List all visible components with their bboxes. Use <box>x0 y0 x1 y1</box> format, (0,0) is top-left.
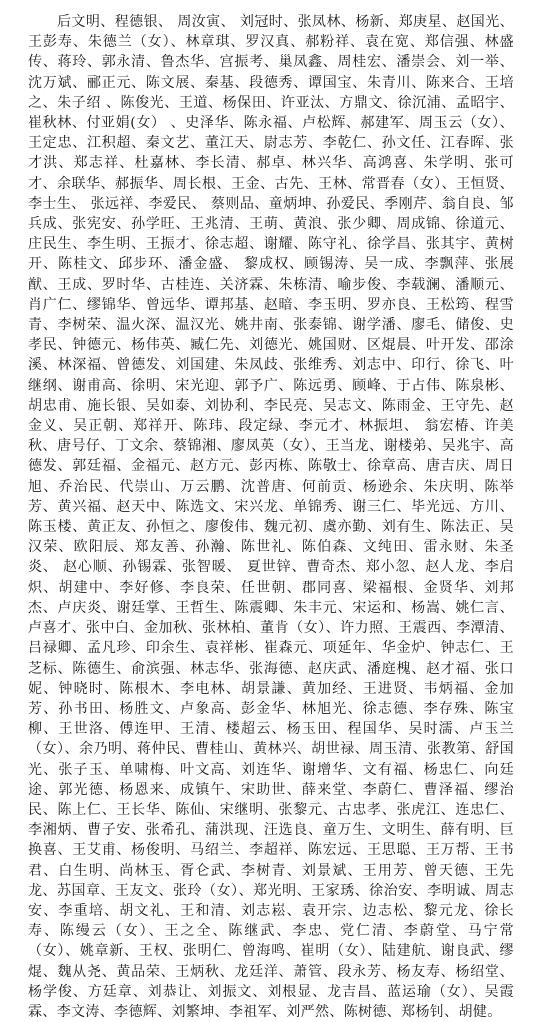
name-list-paragraph: 后文明、程德银、 周汝寅、 刘冠时、张凤林、杨新、郑庚星、赵国光、王彭寿、朱德兰（女）、林章琪、罗汉真、郝粉祥、袁在宽、郑信强、林盛传、蒋玲、郭永清、鲁杰华、宫振考、巢凤鑫、周桂宏、潘崇会、刘一举、沈万斌、郦正元、陈文展、秦基、段德秀、谭国宝、朱青川、陈来合、王培之、朱子绍 、陈俊光、王道、杨保田、许亚汰、方鼎文、徐沉浦、孟昭宇、崔秋林、付亚娟(女） 、史泽华、陈永福、卢松辉、郝建军、周玉云（女）、王定忠、江积超、秦文艺、董江天、尉志芳、李乾仁、孙文任、江春晖、张才洪、郑志祥、杜嘉林、李长清、郝卓、林兴华、高鸿喜、朱学明、张可才、余联华、郝振华、周长根、王金、古先、王林、常晋春（女）、王恒贤、李士生、 张远祥、李爱民、 蔡则品、童炳坤、孙爱民、季刚芹、翁自良、邹兵成、张宪安、孙学旺、王兆清、王萌、黄浪、张少卿、周成锦、徐道元、庄民生、李生明、王振才、徐志超、谢耀、陈守礼、徐学昌、张其宇、黄树开、陈桂文、邱步环、潘金盛、 黎成权、顾锡涛、吴一成、李飘萍、张展猷、王成、罗时华、古桂连、关济霖、朱栋清、喻步俊、李载澜、潘顺元、肖广仁、缪锦华、曾远华、谭邦基、赵暗、李玉明、罗亦良、王松筠、程雪青、李树荣、温火深、温汉光、姚井南、张泰锦、谢学潘、廖毛、储俊、史孝民、钟德元、杨伟英、臧仁先、刘德光、姚国财、区焜晨、叶开发、邵涂溪、林深福、曾德发、刘国建、朱凤歧、张维秀、刘志中、印行、徐飞、叶继纲、谢甫高、徐明、宋光迎、郭予广、陈远勇、顾峰、于占伟、陈泉彬、胡忠甫、施长银、吴如泰、刘协利、李民亮、吴志文、陈雨金、王守先、赵金义、吴正朝、郑祥开、陈玮、段定绿、李元才、林振坦、 翁宏椿、许美秋、唐号仔、丁文余、蔡锦湘、廖凤英（女）、王当龙、谢楼弟、吴兆宇、高德发、郭廷福、金福元、赵方元、彭丙栋、陈敬士、徐章高、唐吉庆、周日旭、乔治民、代崇山、万云鹏、沈普唐、何前贡、杨逊余、朱庆明、陈举芳、黄兴福、赵天中、陈选文、宋兴龙、单锦秀、谢三仁、毕光远、方川、陈玉楼、黄正友、孙恒之、廖俊伟、魏元初、虞亦勤、刘有生、陈法正、吴汉荣、欧阳辰、郑友善、孙瀚、陈世礼、陈伯森、文纯田、雷永财、朱圣炎、 赵心顺、孙锡霖、张智暖、 夏世锌、曹奇杰、郑小忽、赵人龙、李启炽、胡建中、李好修、李良荣、任世朝、郡同喜、梁福根、金贤华、刘邦杰、卢庆炎、谢廷掌、王哲生、陈震卿、朱丰元、宋运和、杨嵩、姚仁言、卢喜才、张中白、金加秋、张林柏、董肯（女）、许力照、王震西、李潭清、吕禄卿、孟凡珍、印余生、袁祥彬、崔森元、项延年、华金炉、钟志仁、王芝标、陈德生、俞滨强、林志华、张海德、赵庆武、潘庭槐、赵才福、张口妮、钟晓时、陈根木、李电林、胡景謙、黄加经、王进贤、韦炳福、金加芳、孙书田、杨胜文、卢象高、彭金华、林旭光、徐志德、李存殊、陈宝柳、王世洛、傅连甲、王清、楼超云、杨玉田、程国华、吴时濡、卢玉兰（女）、余乃明、蒋仲民、曹桂山、黄林兴、胡世禄、周玉清、张教第、舒国光、张子玉、单啸梅、叶文高、刘连华、谢增华、文有福、杨忠仁、向廷途、郭光德、杨恩来、成镇午、宋助世、薛来堂、李蔚仁、曹泽福、缪治民、陈上仁、王长华、陈仙、宋继明、张黎元、古忠孝、张虎江、连忠仁、李湘炳、曹子安、张希孔、蒲洪现、汪选良、童万生、文明生、薛有明、巨换喜、王艾甫、杨俊明、马绍兰、李超祥、陈宏远、王思聪、王万帮、王书君、白生明、尚林玉、胥仑武、李树青、刘景斌、王用芳、曾天德、王先龙、苏国章、王友文、张玲（女）、郑光明、王家琇、徐治安、李明诚、周志安、李重培、胡文礼、王和清、刘志崧、袁开宗、边志松、黎元龙、徐长寿、陈缦云（女）、王之全、陈继武、李忠、党仁清、李蔚堂、马宁常（女）、姚章新、王权、张明仁、曾海鸣、崔明（女）、陆建航、谢良武、缪焜、魏从尧、黄品荣、王炳秋、龙廷洋、萧管、段永芳、杨友寿、杨绍堂、杨学俊、方廷章、刘恭让、刘振文、刘根显、龙吉昌、蓝运瑜（女）、吴霞霖、李文涛、李德辉、刘繁坤、李祖军、刘严然、陈树德、郑杨钊、胡健。 <box>28 14 514 1020</box>
